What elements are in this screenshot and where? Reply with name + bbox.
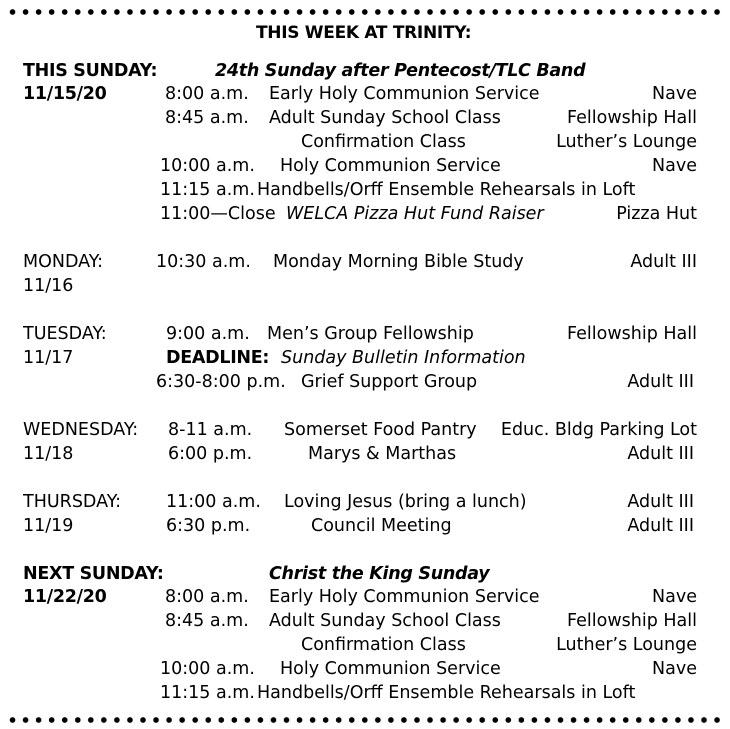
event-name: Men’s Group Fellowship: [267, 324, 474, 344]
event-time: 10:00 a.m.: [160, 659, 255, 679]
event-time: 10:30 a.m.: [156, 252, 251, 272]
thursday-day: THURSDAY:: [23, 492, 121, 512]
event-name: Loving Jesus (bring a lunch): [284, 492, 527, 512]
event-name: WELCA Pizza Hut Fund Raiser: [286, 204, 544, 224]
event-location: Educ. Bldg Parking Lot: [500, 420, 697, 440]
event-time: 8:00 a.m.: [165, 587, 249, 607]
event-location: Adult III: [630, 252, 697, 272]
event-name: Early Holy Communion Service: [269, 84, 540, 104]
this-sunday-day: THIS SUNDAY:: [23, 61, 158, 81]
event-location: Fellowship Hall: [567, 611, 697, 631]
event-name: Holy Communion Service: [280, 156, 501, 176]
event-name: Holy Communion Service: [280, 659, 501, 679]
tuesday-date: 11/17: [23, 348, 74, 368]
event-name: Council Meeting: [311, 516, 452, 536]
event-time: 8:45 a.m.: [165, 611, 249, 631]
event-name: Somerset Food Pantry: [284, 420, 477, 440]
event-time: 11:00—Close: [160, 204, 276, 224]
monday-day: MONDAY:: [23, 252, 104, 272]
next-sunday-date: 11/22/20: [23, 587, 107, 607]
event-location: Adult III: [627, 444, 694, 464]
wednesday-day: WEDNESDAY:: [23, 420, 139, 440]
event-location: Luther’s Lounge: [556, 635, 697, 655]
page-title: THIS WEEK AT TRINITY:: [256, 23, 472, 43]
event-name: Confirmation Class: [301, 635, 466, 655]
event-time: 10:00 a.m.: [160, 156, 255, 176]
event-location: Fellowship Hall: [567, 324, 697, 344]
event-location: Nave: [652, 659, 697, 679]
event-location: Pizza Hut: [616, 204, 697, 224]
event-location: Nave: [652, 587, 697, 607]
wednesday-date: 11/18: [23, 444, 74, 464]
event-location: Luther’s Lounge: [556, 132, 697, 152]
monday-date: 11/16: [23, 276, 74, 296]
event-name: Monday Morning Bible Study: [273, 252, 524, 272]
event-name: Handbells/Orff Ensemble Rehearsals in Loft: [257, 180, 636, 200]
event-name: Handbells/Orff Ensemble Rehearsals in Loft: [257, 683, 636, 703]
next-sunday-theme: Christ the King Sunday: [269, 564, 490, 584]
thursday-date: 11/19: [23, 516, 74, 536]
event-time: 6:30 p.m.: [166, 516, 251, 536]
next-sunday-day: NEXT SUNDAY:: [23, 564, 164, 584]
event-time: 9:00 a.m.: [166, 324, 250, 344]
event-time: 8-11 a.m.: [168, 420, 253, 440]
event-location: Fellowship Hall: [567, 108, 697, 128]
dotted-border-top: [6, 9, 724, 15]
event-location: Adult III: [627, 372, 694, 392]
event-time: 6:00 p.m.: [168, 444, 253, 464]
event-name: Sunday Bulletin Information: [281, 348, 526, 368]
event-name: Adult Sunday School Class: [269, 108, 501, 128]
deadline-label: DEADLINE:: [166, 348, 270, 368]
event-location: Adult III: [627, 516, 694, 536]
this-sunday-date: 11/15/20: [23, 84, 107, 104]
tuesday-day: TUESDAY:: [23, 324, 107, 344]
event-name: Adult Sunday School Class: [269, 611, 501, 631]
event-time: 11:00 a.m.: [166, 492, 261, 512]
event-time: 11:15 a.m.: [160, 683, 255, 703]
this-sunday-theme: 24th Sunday after Pentecost/TLC Band: [215, 61, 586, 81]
event-location: Nave: [652, 156, 697, 176]
dotted-border-bottom: [6, 717, 724, 723]
event-location: Adult III: [627, 492, 694, 512]
event-time: 8:45 a.m.: [165, 108, 249, 128]
event-time: 8:00 a.m.: [165, 84, 249, 104]
event-name: Grief Support Group: [301, 372, 478, 392]
event-time: 6:30-8:00 p.m.: [156, 372, 286, 392]
event-time: 11:15 a.m.: [160, 180, 255, 200]
event-name: Confirmation Class: [301, 132, 466, 152]
event-location: Nave: [652, 84, 697, 104]
event-name: Marys & Marthas: [308, 444, 457, 464]
event-name: Early Holy Communion Service: [269, 587, 540, 607]
